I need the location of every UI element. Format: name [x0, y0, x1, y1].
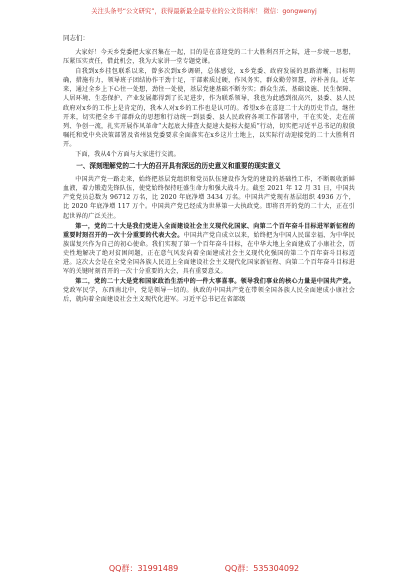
point-first-text: 中国共产党自成立以来，始终把为中国人民谋幸福、为中华民族谋复兴作为自己的初心使命。我们实现了第一个百年奋斗目标，在中华大地上全面建成了小康社会，历史性地解决了绝对贫困问题，正在意气风发向着全面建成社会主义现代化强国的第二个百年奋斗目标迈进。这次大会是在全党全国各族人民迈上全面建设社会主义现代化国家新征程、向第二个百年奋斗目标进军的关键时刻召开的一次十分重要的大会，具有重要意义。 [63, 231, 355, 276]
point-first-lead: 第一，党的二十大是我们党进入全面建设社会主义现代化国家、向第二个百年奋斗目标进军新征程的重要时刻召开的一次十分重要的代表大会。 [63, 222, 355, 239]
footer-contact [0, 563, 408, 574]
header-banner: 关注头条号“公文研究”，获得最新最全最专业的公文资料库！ 微信：gongwenyj [91, 8, 317, 15]
intro-paragraph-2: 自我到x乡挂包联系以来，曾多次到x乡调研，总体感觉，x乡党委、政府发展的思路清晰，目标明确，措施有力，领导班子团结协作干劲十足，干部素质过硬，作风务实，群众勤劳智慧，淳朴善良。近年来，通过全乡上下心往一处想，劲往一处使，基层党建基础不断夯实；群众生活、基础设施、民生保障、人居环境、生态保护、产业发展都得到了长足进步，作为联系领导，我也为此感到很高兴，县委、县人民政府对x乡的工作上是肯定的，我本人对x乡的工作也是认可的。希望x乡在喜迎二十大的历史节点，继往开来，切实把全乡干部群众的思想和行动统一到县委、县人民政府各项工作部署中，干在实处、走在前列、争创一流，扎实开展作风革命“大起底大排查大提速大提标大提质”行动，切实把习近平总书记的殷殷嘱托和党中央决策部署及省州县党委要求全面落实在x乡这片土地上，以实际行动迎接党的二十大胜利召开。 [63, 68, 355, 148]
point-second-text: 党政军民学，东西南北中，党是领导一切的。执政的中国共产党在带领全国各族人民全面建成小康社会后，就向着全面建设社会主义现代化进军。习近平总书记在省部级 [63, 287, 355, 304]
salutation: 同志们： [63, 34, 89, 42]
footer-qq-group-2: QQ群：535304092 [224, 564, 300, 573]
document-body [63, 33, 355, 305]
point-second-paragraph [63, 277, 355, 304]
point-second-lead: 第二，党的二十大是党和国家政治生活中的一件大事喜事。领导我们事业的核心力量是中国共产党。 [75, 278, 355, 286]
point-first-paragraph [63, 222, 355, 277]
intro-paragraph-3: 下面，我从4个方面与大家进行交流。 [75, 151, 180, 159]
intro-paragraph-1: 大家好！今天乡党委把大家召集在一起，目的是在喜迎党的二十大胜利召开之际，进一步统一思想，压紧压实责任，借此机会，我为大家讲一堂专题党课。 [63, 49, 355, 66]
body-paragraph-1: 中国共产党一路走来，始终把基层党组织和党员队伍建设作为党的建设的基础性工作，不断吸收新鲜血液，着力锻造先锋队伍，使党始终保持旺盛生命力和强大战斗力。截至 2021 年 12 月 31 日，中国共产党党员总数为 96712 万名，比 2020 年底净增 3434 万名。中国共产党现有基层组织 4936 万个，比 2020 年底净增 117 万个。中国共产党已经成为世界第一大执政党。即将召开的党的二十大，正在引起世界的广泛关注。 [63, 176, 355, 220]
section-heading-1: 一、深刻理解党的二十大的召开具有深远的历史意义和重要的现实意义 [76, 162, 281, 171]
footer-qq-group-1: QQ群：31991489 [108, 564, 179, 573]
